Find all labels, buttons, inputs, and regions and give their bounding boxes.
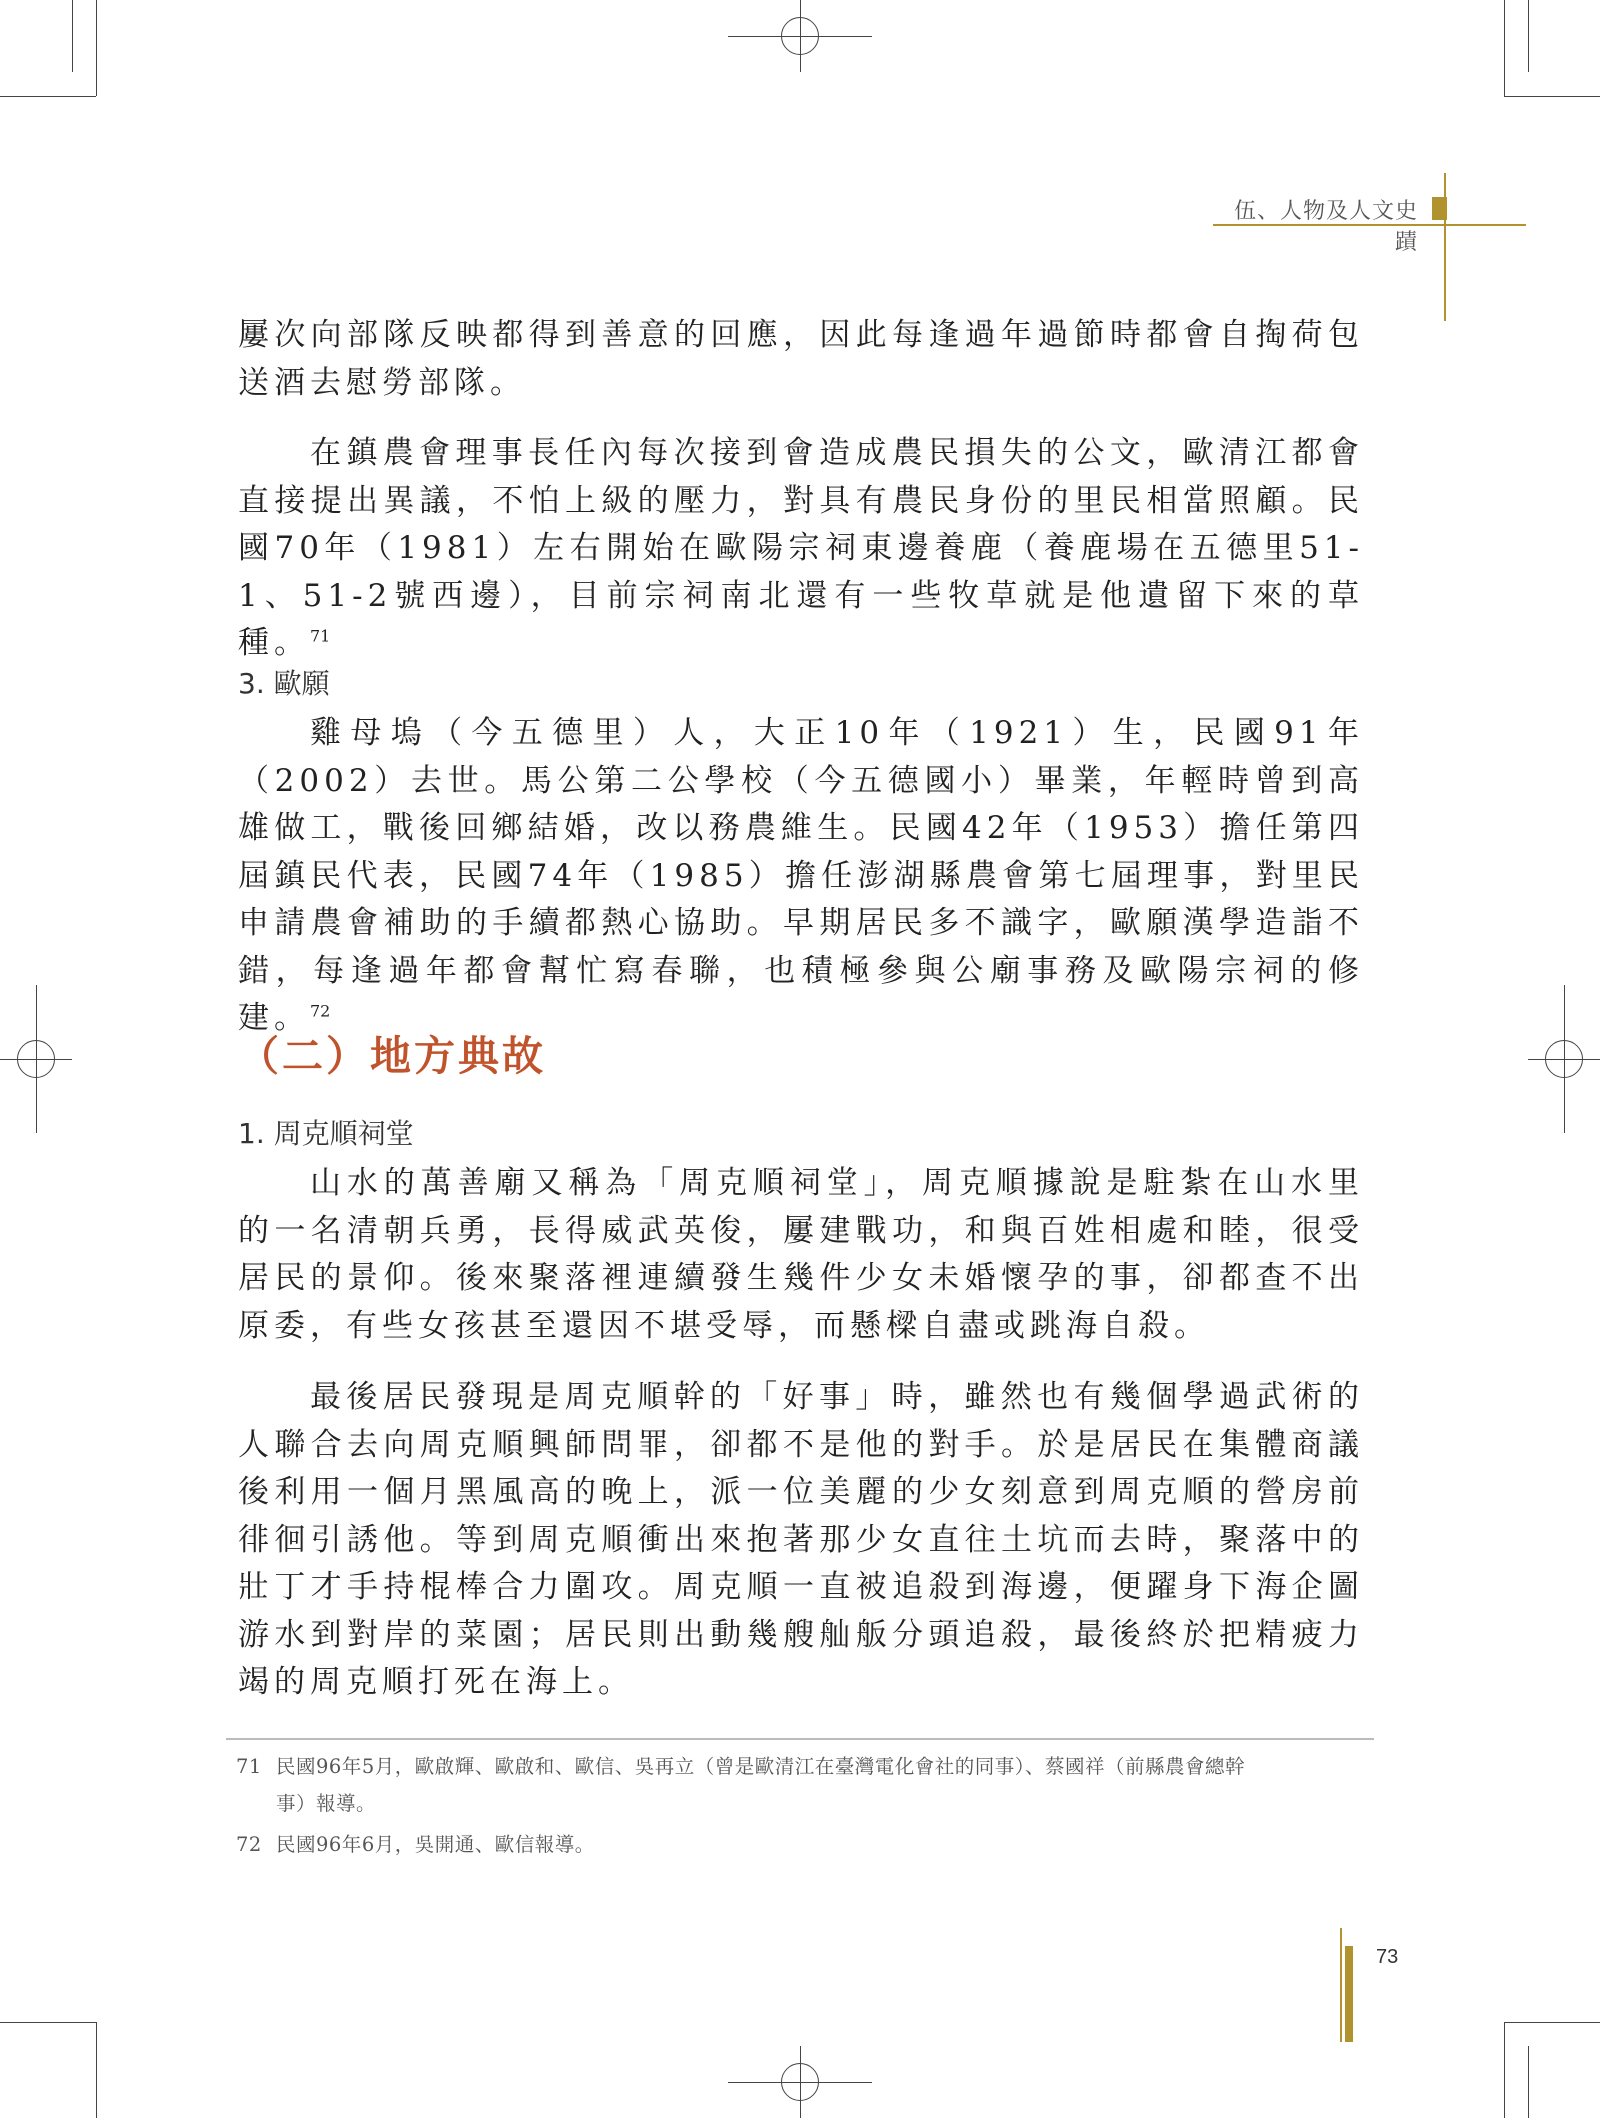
paragraph-5: 最後居民發現是周克順幹的「好事」時，雖然也有幾個學過武術的人聯合去向周克順興師問罪，卻都不是他的對手。於是居民在集體商議後利用一個月黑風高的晚上，派一位美麗的少女刻意到周克順的營房前徘徊引誘他。等到周克順衝出來抱著那少女直往土坑而去時，聚落中的壯丁才手持棍棒合力圍攻。周克順一直被追殺到海邊，便躍身下海企圖游水到對岸的菜園；居民則出動幾艘舢舨分頭追殺，最後終於把精疲力竭的周克順打死在海上。 — [238, 1379, 1364, 1700]
footnote-ref-72: 72 — [310, 1001, 331, 1021]
page-number-bar — [1340, 1928, 1342, 2042]
header-vertical-rule — [1444, 173, 1446, 321]
page-number: 73 — [1376, 1946, 1399, 1968]
subheading-zhou-keshun: 1. 周克順祠堂 — [238, 1117, 414, 1150]
paragraph-2 — [238, 430, 1364, 668]
paragraph-1: 屢次向部隊反映都得到善意的回應，因此每逢過年過節時都會自掏荷包送酒去慰勞部隊。 — [238, 317, 1364, 401]
footnote-ref-71: 71 — [310, 626, 331, 646]
footnote-number: 71 — [236, 1755, 262, 1778]
subheading-ou-yuan: 3. 歐願 — [238, 667, 330, 700]
page-number-bar-thick — [1345, 1946, 1353, 2042]
paragraph-4: 山水的萬善廟又稱為「周克順祠堂」，周克順據說是駐紮在山水里的一名清朝兵勇，長得威武英俊，屢建戰功，和與百姓相處和睦，很受居民的景仰。後來聚落裡連續發生幾件少女未婚懷孕的事，卻都查不出原委，有些女孩甚至還因不堪受辱，而懸樑自盡或跳海自殺。 — [238, 1165, 1364, 1344]
footnote-text: 民國96年5月，歐啟輝、歐啟和、歐信、吳再立（曾是歐清江在臺灣電化會社的同事）、蔡國祥（前縣農會總幹 — [276, 1755, 1245, 1778]
footnote-text: 民國96年6月，吳開通、歐信報導。 — [276, 1833, 595, 1856]
section-title: （二）地方典故 — [238, 1032, 546, 1080]
footnote-72 — [236, 1826, 1366, 1863]
running-header: 伍、人物及人文史蹟 — [1233, 199, 1418, 255]
paragraph-3-text: 雞母塢（今五德里）人，大正10年（1921）生，民國91年（2002）去世。馬公第二公學校（今五德國小）畢業，年輕時曾到高雄做工，戰後回鄉結婚，改以務農維生。民國42年（1953）擔任第四屆鎮民代表，民國74年（1985）擔任澎湖縣農會第七屆理事，對里民申請農會補助的手續都熱心協助。早期居民多不識字，歐願漢學造詣不錯，每逢過年都會幫忙寫春聯，也積極參與公廟事務及歐陽宗祠的修建。 — [238, 715, 1364, 1036]
footnote-71 — [236, 1748, 1366, 1822]
footnote-number: 72 — [236, 1833, 262, 1856]
paragraph-2-text: 在鎮農會理事長任內每次接到會造成農民損失的公文，歐清江都會直接提出異議，不怕上級的壓力，對具有農民身份的里民相當照顧。民國70年（1981）左右開始在歐陽宗祠東邊養鹿（養鹿場在五德里51-1、51-2號西邊），目前宗祠南北還有一些牧草就是他遺留下來的草種。 — [238, 435, 1364, 661]
header-rule — [1213, 224, 1526, 226]
footnote-text-cont: 事）報導。 — [276, 1792, 377, 1815]
paragraph-3 — [238, 710, 1364, 1043]
footnote-rule — [226, 1738, 1374, 1740]
